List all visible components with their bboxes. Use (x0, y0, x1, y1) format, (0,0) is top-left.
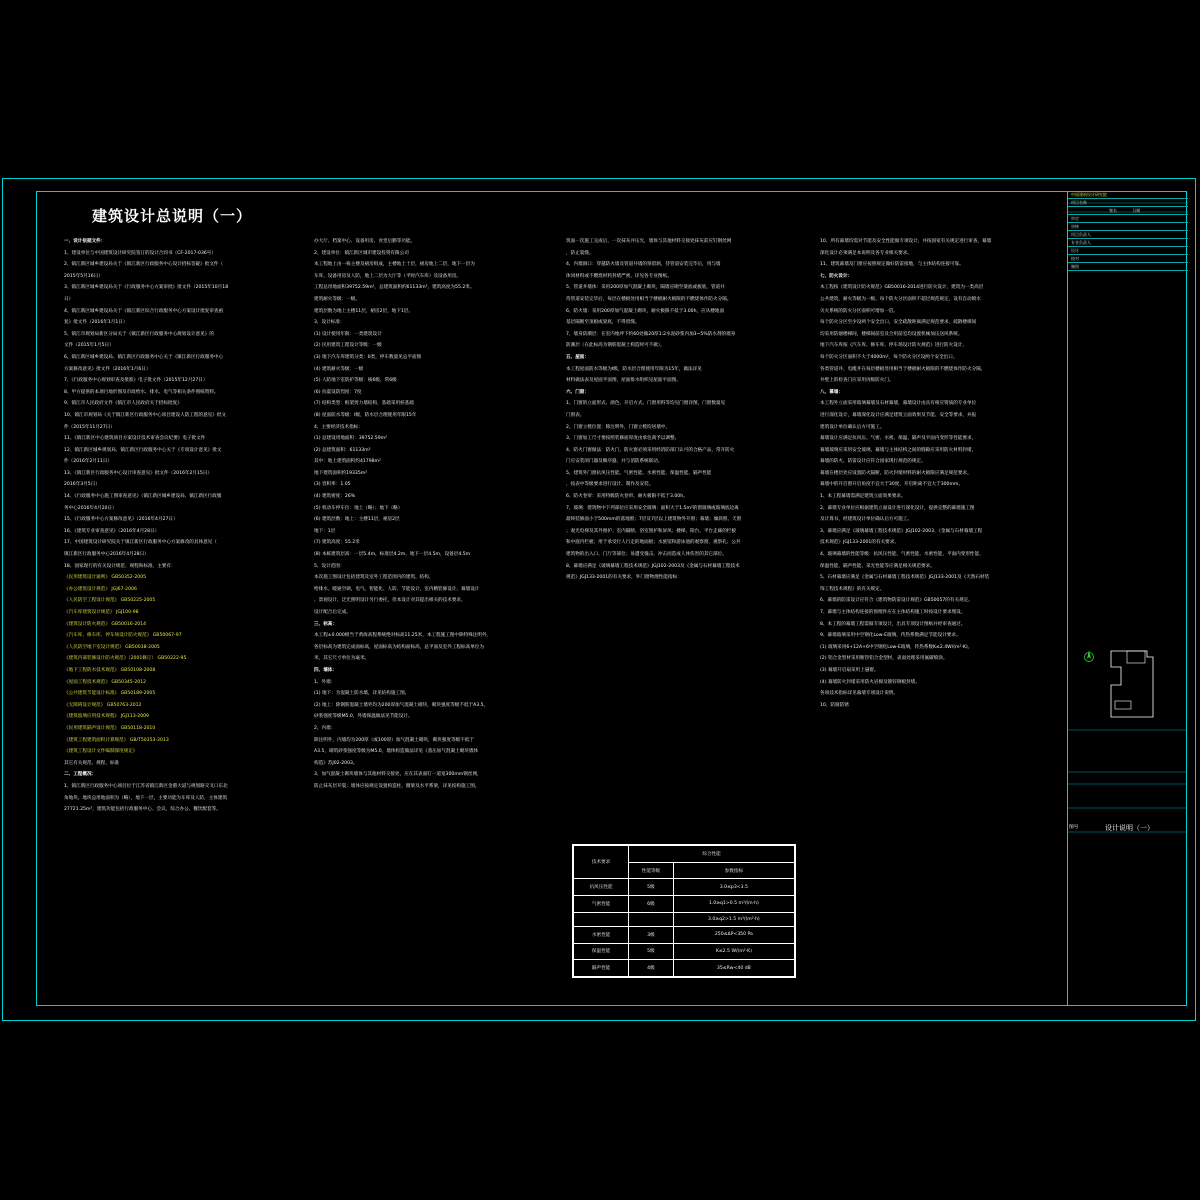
text-line: 7、幕墙与主体结构连接的预埋件应在主体结构施工时按设计要求埋设。 (820, 610, 966, 615)
text-line: 本工程±0.000相当于黄海高程系统绝对标高11.25米，本工程施工图中除特殊注明外， (314, 633, 492, 639)
text-line: 2、镇江新区城乡建设局关于《镇江新区行政服务中心设计招标答疑》批文件（ (64, 262, 224, 268)
text-line: 1、本工程幕墙需满足建筑立面效果要求。 (820, 494, 906, 500)
sign-header (1068, 207, 1188, 215)
text-line: 饰工程技术规程》的有关规定。 (820, 586, 885, 592)
text-line: 8、本工程的幕墙工程需做专项设计，出具专项设计图纸并经审查通过。 (820, 621, 966, 627)
text-line: (1) 地下：为混凝土防水墙，详见结构施工图。 (314, 691, 410, 697)
text-line: (3) 地下汽车库建筑分类：II类，停车数量见总平面图 (314, 354, 422, 360)
text-line: 5、镇江市规划局新区分局关于《镇江新区行政服务中心规划设计意见》的 (64, 331, 214, 337)
text-line: 5、管道井墙体：采用200厚加气混凝土砌块，隔墙应砌至梁底或板底，管道井 (566, 285, 725, 291)
text-line: 《建筑玻璃应用技术规程》 JGJ113-2009 (64, 714, 149, 720)
table-row (574, 879, 795, 896)
text-line: 日） (64, 296, 74, 302)
table-row (574, 943, 795, 960)
text-line: 体同材料或不燃烧材料封堵严密，详见各专业图纸。 (566, 273, 672, 279)
text-line: (2) 铝合金型材采用断热铝合金型材，表面处理采用氟碳喷涂。 (820, 656, 948, 662)
text-line: 待管道安装完毕后，每层在楼板处用相当于楼板耐火极限的不燃烧体作防火分隔。 (566, 296, 732, 302)
text-line: 地下：1层 (314, 528, 336, 534)
table-cell: 隔声性能 (574, 960, 629, 977)
text-line: 《民用建筑隔声设计规范》 GB50118-2010 (64, 725, 156, 731)
table-body (574, 879, 795, 977)
sign-header-sign: 签名 (1109, 208, 1117, 213)
table-cell: 3.0≥q2>1.5 m³/(m²·h) (673, 912, 794, 926)
text-line: 4、玻璃幕墙的性能等级：抗风压性能、气密性能、水密性能、平面内变形性能、 (820, 552, 984, 558)
text-line: 文件（2015年1月5日） (64, 343, 114, 349)
text-line: 《人民防空地下室设计规范》 GB50038-2005 (64, 644, 160, 650)
text-line: 基层隔断至顶板或梁底，不得留缝。 (566, 320, 640, 326)
text-line: 各项技术指标详见幕墙专项设计说明。 (820, 691, 899, 697)
title-block-role: 项目负责人 (1068, 231, 1188, 239)
text-line: (2) 民用建筑工程设计等级：一级 (314, 343, 382, 349)
title-block-role: 校对 (1068, 255, 1188, 263)
text-line: 幕墙在楼层处应设置防火隔断，防火封堵材料的耐火极限应满足规范要求。 (820, 470, 972, 476)
sign-header-date: 日期 (1132, 208, 1141, 213)
text-line: 1、外墙： (314, 679, 336, 685)
text-line: 11、《镇江新区中心建筑项目方案设计技术审查会议纪要》电子批文件 (64, 436, 206, 442)
text-line: 《无障碍设计规范》 GB50763-2012 (64, 702, 142, 708)
text-line: 本工程地上由一栋主楼及裙房组成，主楼地上十层，裙房地上二层，地下一层为 (314, 262, 475, 268)
text-line: 《建筑内部装修设计防火规范》（2001修订） GB50222-95 (64, 656, 187, 662)
title-block-lower (1067, 728, 1187, 872)
section-heading: 六、门窗： (566, 389, 589, 395)
text-line: 幕墙的防火、防雷设计应符合国家现行规范的规定。 (820, 459, 926, 465)
text-line: 地下建筑面积约19335m² (314, 470, 368, 476)
table-cell: 5级 (629, 943, 674, 960)
drawing-number-label: 图号 (1069, 825, 1079, 830)
text-line: 14、《行政服务中心施工图审查意见》（镇江新区城乡建设局、镇江新区行政服 (64, 494, 222, 500)
table-subheader-cell: 性能等级 (629, 862, 674, 879)
table-subheader-cell: 参数指标 (673, 862, 794, 879)
text-line: 18、国家现行的有关设计规范、规程和标准，主要有： (64, 563, 176, 569)
text-line: (5) 人防地下室防护等级：核6级，常6级 (314, 378, 397, 384)
sheet-title: 建筑设计总说明（一） (92, 207, 253, 225)
text-line: 2、幕墙专业单位应根据建筑立面设计进行深化设计，提供完整的幕墙施工图 (820, 505, 975, 511)
text-column-2 (314, 236, 554, 793)
text-line: 4、内墙洞口：穿越防火墙及管道井墙的预留洞，待管道安装完毕后，用与墙 (566, 262, 721, 268)
text-line: 构造》苏J02-2003。 (314, 760, 358, 766)
table-cell: 35≤Rw<40 dB (673, 960, 794, 977)
text-line: 建筑耐火等级：一级。 (314, 296, 360, 302)
text-line: (7) 结构类型：框架剪力墙结构，基础采用桩基础 (314, 401, 414, 407)
text-line: 《地下工程防水技术规范》 GB50108-2008 (64, 667, 156, 673)
text-line: 3、门窗加工尺寸要按照装修面厚度由承包商予以调整。 (566, 436, 680, 442)
text-column-3 (566, 236, 806, 584)
text-line: 27721.25m²，建筑功能包括行政服务中心、会议、综合办公、餐饮配套等。 (64, 807, 221, 813)
text-line: 1、镇江新区行政服务中心项目位于江苏省镇江新区金港大道与规划路交叉口东北 (64, 783, 228, 789)
section-heading: 五、屋面： (566, 354, 589, 360)
text-line: 4、防火门窗做法：防火门、防火窗必须采用经消防部门认可的合格产品，常开防火 (566, 447, 735, 453)
title-block-lower-grid (1067, 728, 1187, 868)
text-line: 《民用建筑设计通则》 GB50352-2005 (64, 575, 147, 581)
text-line: 给排水、暖通空调、电气、智能化、人防、节能设计，室内精装修设计、幕墙设计 (314, 586, 480, 592)
text-line: 3、加气混凝土砌块墙体与其他材料交接处，应在其表面钉一道宽300mm钢丝网， (314, 772, 482, 778)
text-line: 本工程屋面防水等级为I级，防水层合理使用年限为15年，做法详见 (566, 366, 702, 372)
text-line: 除注明外，内墙均为200厚（或100厚）加气混凝土砌块，砌块强度等级不低于 (314, 737, 474, 743)
text-line: 《汽车库、修车库、停车场设计防火规范》 GB50067-97 (64, 633, 182, 639)
text-line: 本工程按《建筑设计防火规范》GB50016-2014进行防火设计，建筑为一类高层 (820, 285, 984, 291)
text-line: 务中心2016年4月20日） (64, 505, 117, 511)
section-heading: 四、墙体： (314, 667, 337, 673)
text-line: ，按表中等级要求进行设计、制作及安装。 (566, 482, 654, 488)
text-line: 其中：地上建筑面积约41798m² (314, 459, 381, 465)
title-block-role: 审核 (1068, 223, 1188, 231)
text-line: (8) 本栋建筑层高：一层5.4m，标准层4.2m，地下一层4.5m，设备层4.5m (314, 552, 471, 558)
text-line: 镇江新区行政服务中心2016年4月28日） (64, 552, 149, 558)
text-line: 角地块。地块总用地面积为（略），地下一层，主要功能为车库及人防，主体建筑 (64, 795, 228, 801)
company-name: 中国建筑设计研究院 (1068, 191, 1188, 199)
table-cell (574, 912, 629, 926)
text-line: ，防止裂缝。 (566, 250, 594, 256)
table-cell: 保温性能 (574, 943, 629, 960)
table-cell: 6级 (629, 896, 674, 913)
title-block-role: 制图 (1068, 263, 1188, 271)
text-line: 其它有关规范、规程、标准 (64, 760, 120, 766)
text-line: 件（2015年11月27日） (64, 424, 115, 430)
text-line: 8、幕墙应满足《玻璃幕墙工程技术规范》JGJ102-2003及《金属与石材幕墙工程技术 (566, 563, 740, 569)
text-line: 8、甲方提供的本项目地形图及市政给水、排水、电气等相关条件图纸资料。 (64, 389, 219, 395)
text-line: (2) 地上：除钢筋混凝土墙外均为200厚加气混凝土砌块，砌块强度等级不低于A3.5， (314, 702, 489, 708)
text-line: (4) 建筑密度：26% (314, 494, 356, 500)
text-line: 《建筑工程设计文件编制深度规定》 (64, 749, 138, 755)
table-cell: 5级 (629, 879, 674, 896)
project-label: 项目名称 (1068, 199, 1188, 207)
text-line: 本次施工图设计包括建筑及室外工程范围内的建筑、结构、 (314, 575, 434, 581)
drawing-name: 设计说明（一） (1105, 824, 1154, 832)
text-line: 《建筑工程建筑面积计算规范》 GB/T50353-2013 (64, 737, 169, 743)
text-line: 6、防火卷帘：采用特级防火卷帘，耐火极限不低于3.00h。 (566, 494, 688, 500)
text-line: 建筑设计单位确认后方可施工。 (820, 424, 885, 430)
text-line: 防潮层（在此标高为钢筋混凝土构造时可不做）。 (566, 343, 665, 349)
text-line: 本工程外立面采用玻璃幕墙及石材幕墙，幕墙设计由具有相应资质的专业单位 (820, 401, 977, 407)
text-line: 门应安装闭门器及顺序器，并与消防系统联动。 (566, 459, 663, 465)
text-line: 7、玻璃：建筑物中下列部位应采用安全玻璃：面积大于1.5m²的窗玻璃或玻璃底边离 (566, 505, 739, 511)
text-line: 和中庭内栏板；用于承受行人行走的地面板；水族馆和游泳池的观察窗、观察孔；公共 (566, 540, 741, 546)
text-line: 《建筑设计防火规范》 GB50016-2014 (64, 621, 147, 627)
text-line: 件（2016年2月11日） (64, 459, 113, 465)
text-line: 15、《行政服务中心方案修改意见》（2016年4月27日） (64, 517, 178, 523)
text-line: 办大厅、档案中心、设备用房、食堂后勤等功能。 (314, 239, 416, 244)
table-cell: 水密性能 (574, 926, 629, 943)
text-line: 门窗表。 (566, 412, 585, 418)
section-heading: 一、设计依据文件： (64, 239, 106, 244)
text-line: 及计算书，经建筑设计单位确认后方可施工。 (820, 517, 912, 523)
text-column-1 (64, 236, 304, 816)
text-line: 5、设计范围： (314, 563, 345, 569)
text-line: 16、《建筑专业审查意见》（2016年4月28日） (64, 528, 160, 534)
text-line: 10、所有幕墙均需对节能及安全性能做专项设计，并按国家有关规定进行审查，幕墙 (820, 239, 992, 244)
text-line: 4、镇江新区城乡建设局关于《镇江新区综合行政服务中心方案设计批复审查函 (64, 308, 224, 314)
text-line: 12、镇江新区城乡规划局、镇江新区行政服务中心关于《专项设计意见》批文 (64, 447, 222, 453)
text-line: (1) 玻璃采用6+12A+6中空钢化Low-E玻璃，传热系数K≤2.4W/(m²·K)。 (820, 644, 973, 650)
text-line: (1) 总建设用地面积：39752.59m² (314, 436, 387, 442)
text-line: 6、镇江新区城乡建设局、镇江新区行政服务中心关于《镇江新区行政服务中心 (64, 354, 224, 360)
table-cell: 1.0≥q1>0.5 m³/(m·h) (673, 896, 794, 913)
section-heading: 七、防火设计： (820, 273, 853, 279)
text-line: 1、建设单位与中国建筑设计研究院签订的设计合同书（CF-2017-036号） (64, 250, 216, 256)
north-arrow-icon (1083, 648, 1095, 666)
text-column-4 (820, 236, 1060, 711)
text-line: 灭火系统的防火分区面积可增加一倍。 (820, 308, 899, 314)
text-line: 公共建筑，耐火等级为一级。每个防火分区面积不超过规范规定，设有自动喷水 (820, 296, 981, 302)
text-line: 车库、设备用房及人防，地上二层为大厅等（平时汽车库）及设备用房。 (314, 273, 462, 279)
text-line: 10、防腐防锈 (820, 702, 849, 708)
text-line: (8) 屋面防水等级：I级，防水层合理使用年限15年 (314, 412, 417, 418)
text-line: (5) 机动车停车位：地上（略）；地下（略） (314, 505, 403, 511)
text-line: 3、镇江新区城乡建设局关于《行政服务中心方案审批》批文件（2015年10月18 (64, 285, 229, 291)
text-line: 3、幕墙应满足《玻璃幕墙工程技术规范》JGJ102-2003、《金属与石材幕墙工程 (820, 528, 983, 534)
key-plan-icon (1101, 645, 1159, 723)
text-line: 技术规范》JGJ133-2001的有关要求。 (820, 540, 899, 546)
text-line: 7、墙身防潮层：在室内地坪下约60处做20厚1:2水泥砂浆内加3~5%防水剂的墙身 (566, 331, 736, 337)
text-line: 方案修改意见》批文件（2016年1月6日） (64, 366, 151, 372)
text-line: (3) 容积率：1.05 (314, 482, 351, 488)
table-cell: K≤2.5 W/(m²·K) (673, 943, 794, 960)
table-header-cell: 技术要求 (574, 846, 629, 879)
title-block-role: 审定 (1068, 215, 1188, 223)
section-heading: 二、工程概况： (64, 772, 97, 778)
text-line: 2、门窗立樘位置：除注明外，门窗立樘均居墙中。 (566, 424, 670, 430)
text-line: 最终装修面小于500mm的落地窗；7层及7层以上建筑物外开窗；幕墙；倾斜窗、天窗 (566, 517, 742, 523)
text-line: 6、防火墙：采用200厚加气混凝土砌块，耐火极限不低于3.00h，应从楼地面 (566, 308, 725, 314)
text-line: (1) 设计使用年限：一类建筑设计 (314, 331, 382, 337)
table-row (574, 896, 795, 913)
title-block-role: 设计 (1068, 247, 1188, 255)
text-line: 5、建筑外门窗抗风压性能、气密性能、水密性能、保温性能、隔声性能 (566, 470, 712, 476)
section-heading: 八、幕墙： (820, 389, 843, 395)
text-line: 规范》JGJ133-2001的有关要求，外门窗物理性能指标： (566, 575, 682, 581)
table-header-cell: 综合性能 (629, 846, 795, 863)
text-line: 5、石材幕墙应满足《金属与石材幕墙工程技术规范》JGJ133-2001及《天然石材装 (820, 575, 990, 581)
text-line: 保温性能、隔声性能、采光性能等应满足相关规范要求。 (820, 563, 935, 569)
text-line: 米，其它尺寸单位为毫米。 (314, 656, 370, 662)
text-line: 9、幕墙玻璃采用中空钢化Low-E玻璃，传热系数满足节能设计要求。 (820, 633, 961, 639)
text-line: 2、内墙： (314, 725, 336, 731)
text-line: 幕墙玻璃应采用安全玻璃，幕墙与主体结构之间的缝隙应采用防火材料封堵， (820, 447, 977, 453)
table-cell: 抗风压性能 (574, 879, 629, 896)
text-line: (4) 建筑耐火等级：一级 (314, 366, 364, 372)
text-line: (4) 幕墙防火封堵采用防火岩棉及镀锌钢板封堵。 (820, 679, 920, 685)
text-line: 17、中国建筑设计研究院关于镇江新区行政服务中心方案修改的具体意见（ (64, 540, 217, 546)
text-line: 深化设计必须满足本说明及各专业相关要求。 (820, 250, 912, 256)
title-block (1067, 191, 1187, 1006)
text-line: 进行深化设计，幕墙深化设计应满足建筑立面效果及节能、安全等要求，并报 (820, 412, 977, 418)
text-line: ；观光电梯及其外围护；室内隔断、浴室围护和屏风；楼梯、阳台、平台走廊的栏板 (566, 528, 736, 534)
text-line: 幕墙设计应满足抗风压、气密、水密、保温、隔声及平面内变形等性能要求， (820, 436, 977, 442)
text-line: 建筑物的出入口、门厅等部位；易遭受撞击、冲击而造成人体伤害的其它部位。 (566, 552, 727, 558)
text-line: (6) 建筑层数：地上：主楼11层，裙房2层 (314, 517, 400, 523)
text-line: 每个防火分区至少设两个安全出口，安全疏散距离满足规范要求，疏散楼梯间 (820, 320, 977, 326)
text-line: 7、《行政服务中心规划审查及批准》电子批文件（2015年12月27日） (64, 378, 208, 384)
text-line: 复》批文件（2016年1月1日） (64, 320, 128, 326)
text-line: 材料做法表及屋面平面图，屋面排水组织见屋面平面图。 (566, 378, 681, 384)
text-line: 13、《镇江新区行政服务中心设计审查意见》批文件（2016年2月15日） (64, 470, 213, 476)
text-line: 各层标高为建筑完成面标高，屋面标高为结构面标高，总平面及室外工程标高单位为 (314, 644, 484, 650)
text-line: 2016年3月5日） (64, 482, 100, 488)
text-line: 筑面一次施工完成后，一次抹灰并压光，墙体与其他材料交接处抹灰前应钉钢丝网 (566, 239, 732, 244)
text-line: 工程总用地面积39752.59m²，总建筑面积约61133m²，建筑高度为55.2米。 (314, 285, 475, 291)
text-line: (3) 幕墙开启扇采用上悬窗。 (820, 667, 879, 673)
text-line: A3.5，砌筑砂浆强度等级为M5.0，墙体构造做法详见《蒸压加气混凝土砌块墙体 (314, 749, 479, 755)
text-line: 3、设计标准： (314, 320, 345, 326)
text-line: 4、主要经济技术指标： (314, 424, 363, 430)
title-block-rows (1068, 191, 1188, 271)
text-line: (2) 总建筑面积：61133m² (314, 447, 371, 453)
table-row (574, 912, 795, 926)
section-heading: 三、标高： (314, 621, 337, 627)
text-line: 每个防火分区面积不大于4000m²，每个防火分区设两个安全出口。 (820, 354, 958, 360)
text-line: 《人民防空工程设计规范》 GB50225-2005 (64, 598, 156, 604)
text-line: 6、幕墙的防雷设计应符合《建筑物防雷设计规范》GB50057的有关规定。 (820, 598, 973, 604)
text-line: 10、镇江市规划局《关于镇江新区行政服务中心项目建设人防工程的意见》批文 (64, 412, 227, 418)
table-cell (629, 912, 674, 926)
text-line: 《公共建筑节能设计标准》 GB50189-2005 (64, 691, 156, 697)
text-line: 均采用防烟楼梯间，楼梯间前室及合用前室均设置机械加压送风系统。 (820, 331, 963, 337)
window-performance-table (572, 844, 796, 978)
table-cell: 3级 (629, 926, 674, 943)
text-line: 1、门窗的立面形式、颜色、开启方式、门窗用料等均见门窗详图，门窗数量见 (566, 401, 726, 407)
text-line: 11、建筑幕墙及门窗应按照规定做好防雷接地，与主体结构连接可靠。 (820, 262, 964, 268)
table-cell: 3.0≤p3<3.5 (673, 879, 794, 896)
text-line: 防止抹灰层开裂；墙体应按规定设置构造柱、圈梁及水平系梁，详见结构施工图。 (314, 783, 480, 789)
table-row (574, 926, 795, 943)
text-line: 、景观设计、泛光照明设计另行委托，但本设计对其提出相关的技术要求， (314, 598, 466, 604)
title-block-role: 专业负责人 (1068, 239, 1188, 247)
text-line: 9、镇江市人民政府文件《镇江市人民政府关于招标批复》 (64, 401, 182, 407)
text-line: 《办公建筑设计规范》 JGJ67-2006 (64, 586, 137, 592)
text-line: 各类管道井、电缆井在每层楼板处用相当于楼板耐火极限的不燃烧体作防火分隔， (820, 366, 986, 372)
text-line: 设计配合后完成。 (314, 610, 351, 615)
text-line: 2015年5月16日） (64, 273, 103, 279)
text-line: 2、建设单位：镇江新区城市建设投资有限公司 (314, 250, 409, 256)
text-line: (7) 建筑高度：55.2米 (314, 540, 360, 546)
table-cell: 气密性能 (574, 896, 629, 913)
table-cell: 4级 (629, 960, 674, 977)
text-line: 《屋面工程技术规范》 GB50345-2012 (64, 679, 147, 685)
text-line: 井壁上的检查门应采用丙级防火门。 (820, 378, 894, 384)
text-line: 砂浆强度等级M5.0，外墙保温做法见节能设计。 (314, 714, 413, 720)
text-line: 建筑层数为地上主楼11层，裙房2层，地下1层。 (314, 308, 413, 314)
table-cell: 250≤ΔP<350 Pa (673, 926, 794, 943)
text-line: (6) 抗震设防烈度：7度 (314, 389, 362, 395)
text-line: 幕墙中的开启窗开启角度不宜大于30度，开启距离不宜大于300mm。 (820, 482, 964, 488)
text-line: 《汽车库建筑设计规范》 JGJ100-98 (64, 610, 139, 615)
text-line: 地下汽车库按《汽车库、修车库、停车场设计防火规范》进行防火设计， (820, 343, 968, 349)
role-rows (1068, 215, 1188, 271)
table-row (574, 960, 795, 977)
